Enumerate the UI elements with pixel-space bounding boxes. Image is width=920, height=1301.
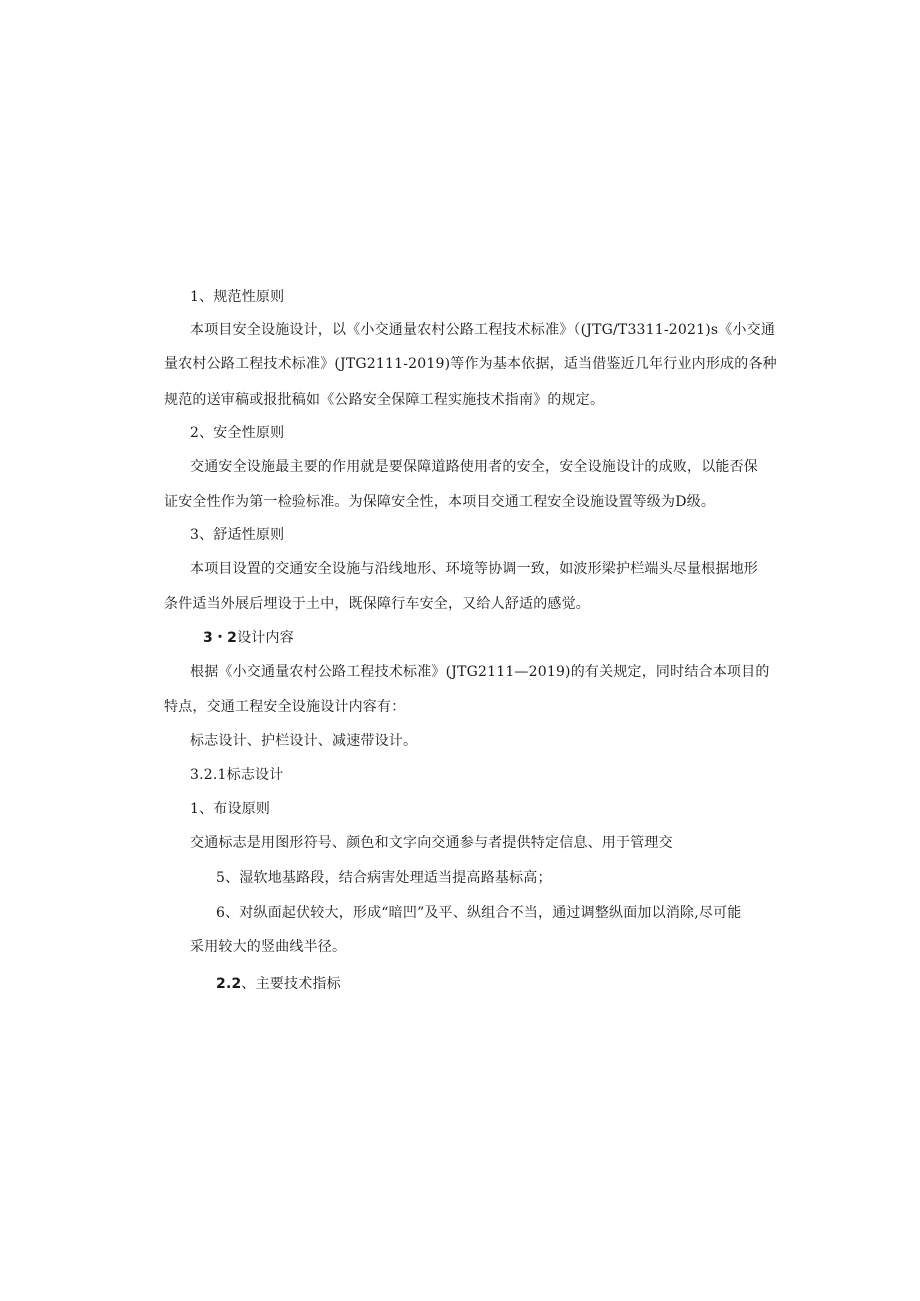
section-title: 设计内容	[237, 630, 294, 646]
section-heading-3-2	[203, 628, 294, 648]
section-heading-2-2	[216, 974, 341, 994]
paragraph-line: 交通安全设施最主要的作用就是要保障道路使用者的安全，安全设施设计的成败，以能否保	[190, 459, 758, 475]
section-heading-3-2-1: 3.2.1标志设计	[190, 767, 284, 783]
heading-normative-principle: 1、规范性原则	[190, 289, 285, 305]
heading-layout-principle: 1、布设原则	[190, 801, 271, 817]
list-item: 6、对纵面起伏较大，形成“暗凹”及平、纵组合不当，通过调整纵面加以消除,尽可能	[216, 905, 742, 921]
paragraph-line: 规范的送审稿或报批稿如《公路安全保障工程实施技术指南》的规定。	[164, 392, 605, 408]
paragraph-line: 条件适当外展后埋设于土中，既保障行车安全，又给人舒适的感觉。	[164, 596, 590, 612]
section-number: 2.2	[216, 976, 242, 992]
paragraph-line: 特点，交通工程安全设施设计内容有：	[164, 699, 406, 715]
paragraph-line: 本项目设置的交通安全设施与沿线地形、环境等协调一致，如波形梁护栏端头尽量根据地形	[190, 561, 758, 577]
paragraph-line: 本项目安全设施设计，以《小交通量农村公路工程技术标准》（(JTG/T3311-2021)s《小交通	[190, 322, 776, 338]
section-number: 3・2	[203, 630, 238, 646]
heading-comfort-principle: 3、舒适性原则	[190, 527, 285, 543]
paragraph-line: 量农村公路工程技术标准》(JTG2111-2019)等作为基本依据，适当借鉴近几年行业内形成的各种	[164, 356, 777, 372]
heading-safety-principle: 2、安全性原则	[190, 425, 285, 441]
paragraph-line: 根据《小交通量农村公路工程技术标准》(JTG2111—2019)的有关规定，同时结合本项目的	[190, 664, 770, 680]
list-item: 5、湿软地基路段，结合病害处理适当提高路基标高；	[216, 870, 552, 886]
list-item-continuation: 采用较大的竖曲线半径。	[190, 939, 347, 955]
paragraph-line: 标志设计、护栏设计、减速带设计。	[190, 733, 418, 749]
paragraph-line: 证安全性作为第一检验标准。为保障安全性，本项目交通工程安全设施设置等级为D级。	[164, 494, 716, 510]
section-title: 、主要技术指标	[241, 976, 341, 992]
paragraph-line: 交通标志是用图形符号、颜色和文字向交通参与者提供特定信息、用于管理交	[190, 835, 673, 851]
